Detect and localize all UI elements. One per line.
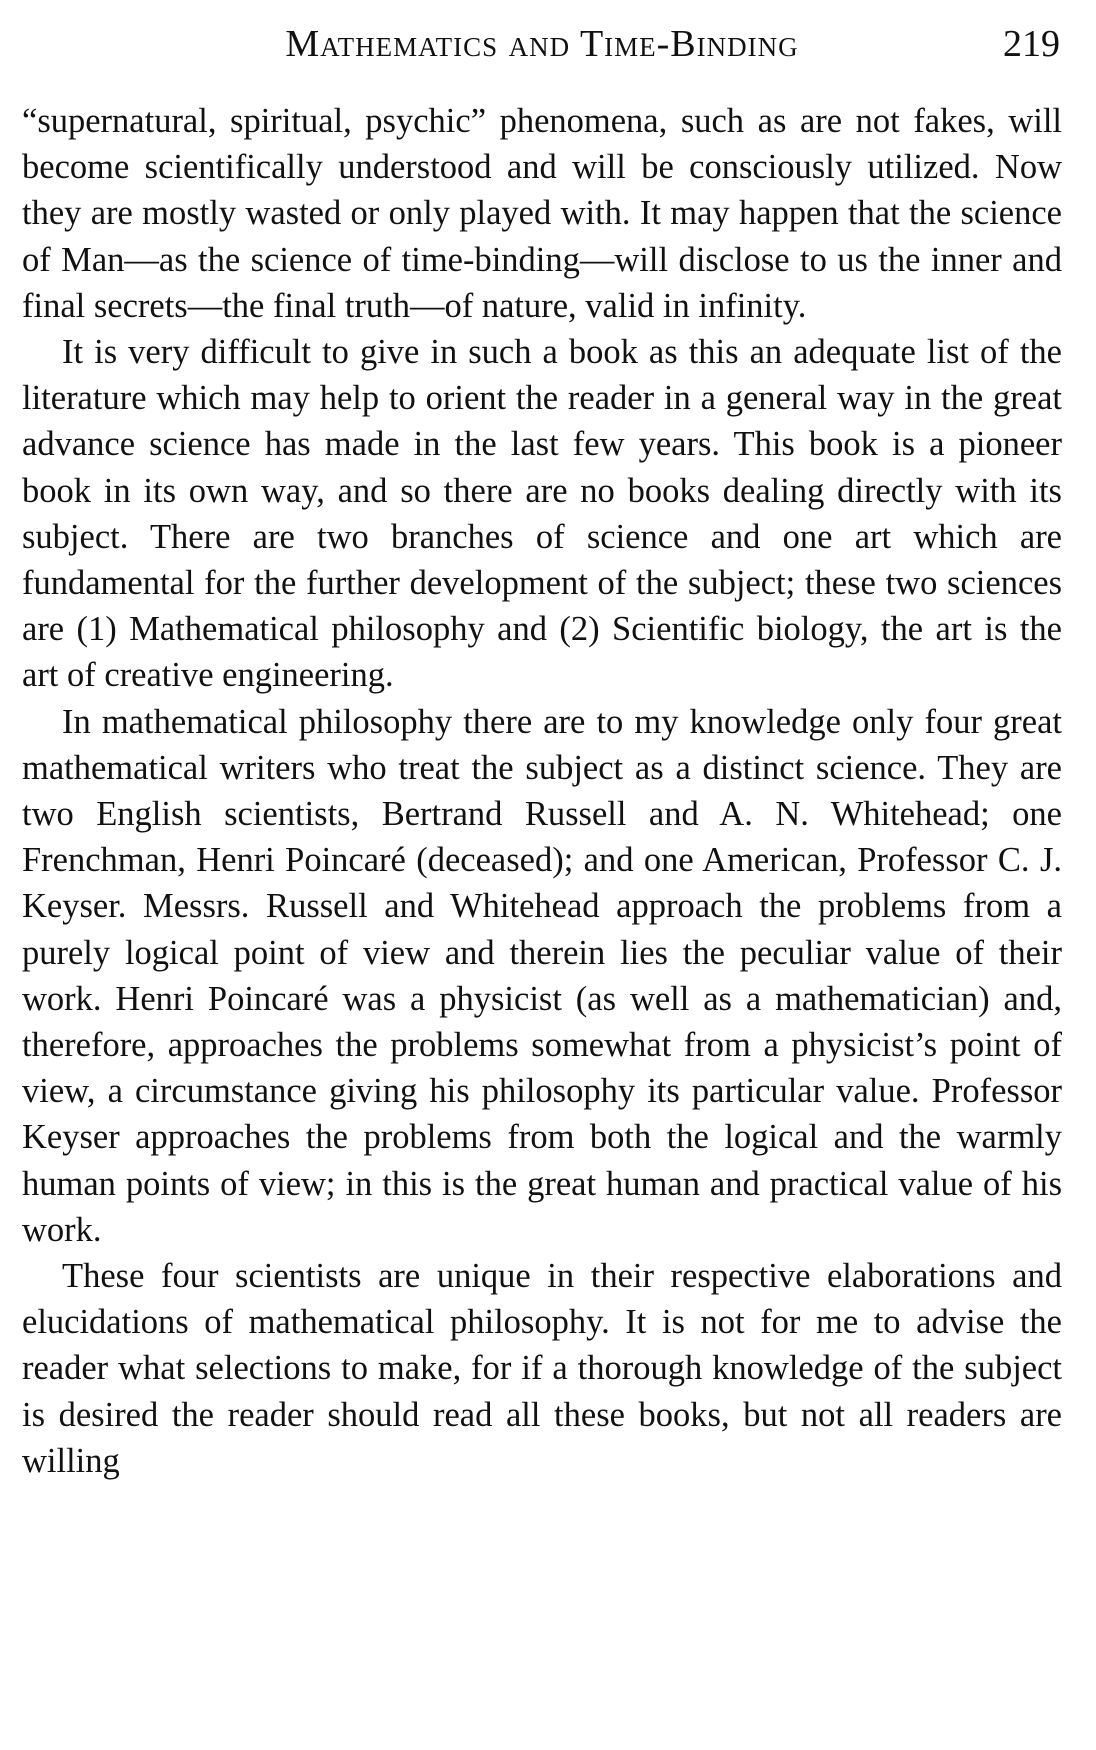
running-title: Mathematics and Time-Binding (285, 23, 799, 65)
running-head (22, 20, 1062, 68)
paragraph-continuation: “supernatural, spiritual, psychic” phenomena, such as are not fakes, will become scientifically understood and will be consciously utilized. Now they are mostly wasted or only played with. It may happen that the science of Man—as the science of time-binding—will disclose to us the inner and final secrets—the final truth—of nature, valid in infinity. (22, 102, 1062, 325)
paragraph-four-scientists: These four scientists are unique in their respective elaborations and elucidations of mathematical philosophy. It is not for me to advise the reader what selections to make, for if a thorough knowledge of the subject is desired the reader should read all these books, but not all readers are willing (22, 1257, 1062, 1480)
paragraph-mathematical-philosophy: In mathematical philosophy there are to my knowledge only four great mathematical writers who treat the subject as a distinct science. They are two English scientists, Bertrand Russell and A. N. Whitehead; one Frenchman, Henri Poincaré (deceased); and one American, Professor C. J. Keyser. Messrs. Russell and Whitehead approach the problems from a purely logical point of view and therein lies the peculiar value of their work. Henri Poincaré was a physicist (as well as a mathematician) and, therefore, approaches the problems somewhat from a physicist’s point of view, a circumstance giving his philosophy its particular value. Professor Keyser approaches the problems from both the logical and the warmly human points of view; in this is the great human and practical value of his work. (22, 702, 1062, 1249)
paragraph-literature-list: It is very difficult to give in such a book as this an adequate list of the literature which may help to orient the reader in a general way in the great advance science has made in the last few years. This book is a pioneer book in its own way, and so there are no books dealing directly with its subject. There are two branches of science and one art which are fundamental for the further development of the subject; these two sciences are (1) Mathematical philosophy and (2) Scientific biology, the art is the art of creative engineering. (22, 333, 1062, 695)
book-page (22, 0, 1062, 1750)
body-text (22, 98, 1062, 1484)
page-number: 219 (1003, 23, 1060, 65)
